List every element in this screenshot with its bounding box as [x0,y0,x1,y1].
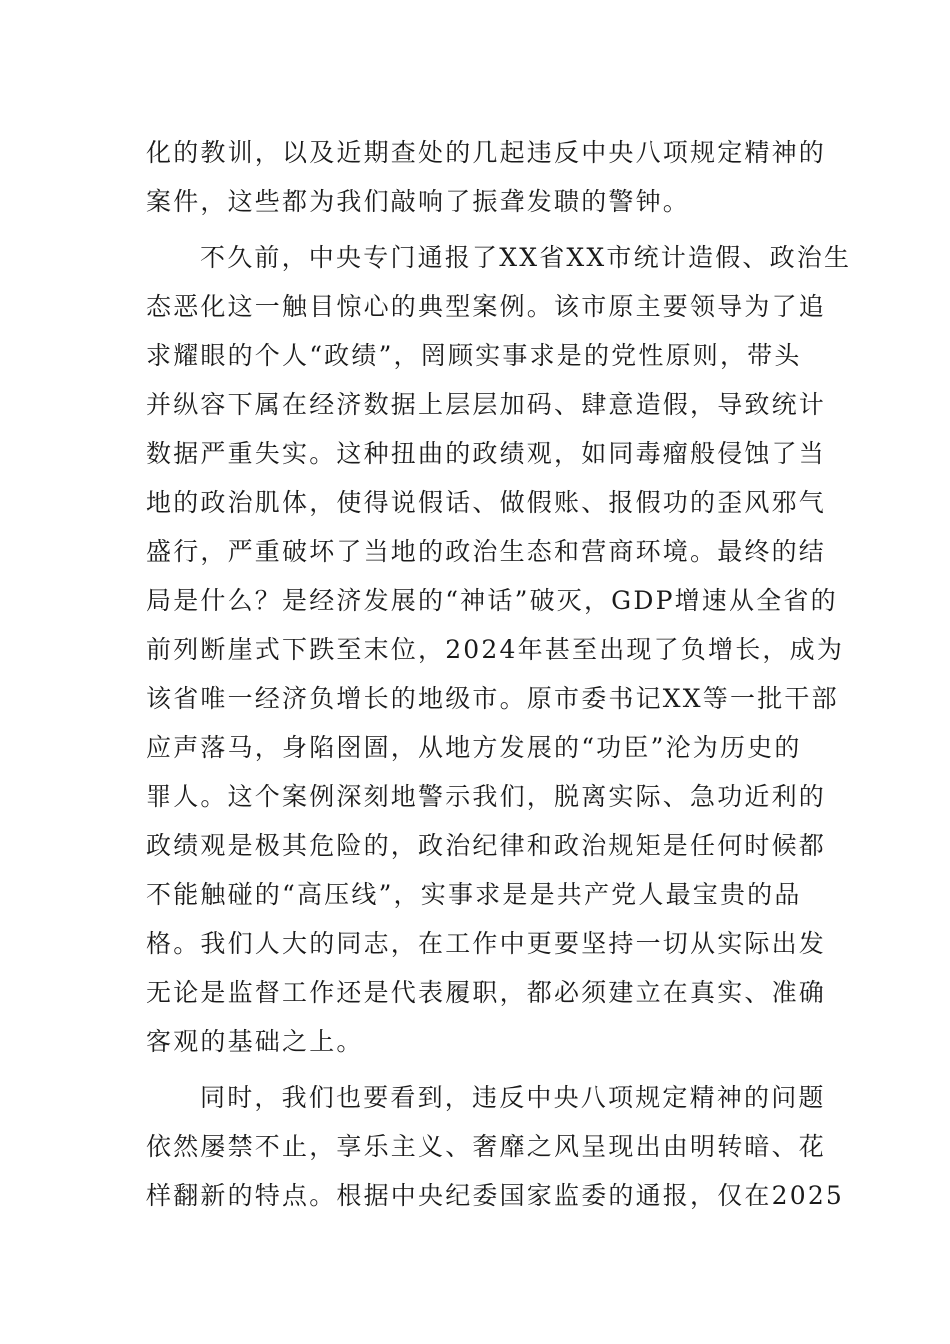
text-line: 罪人。这个案例深刻地警示我们，脱离实际、急功近利的 [146,782,827,811]
text-line: 局是什么？是经济发展的“神话”破灭，GDP增速从全省的 [146,586,838,615]
paragraph-1 [146,128,827,226]
text-line: 盛行，严重破坏了当地的政治生态和营商环境。最终的结 [146,537,827,566]
text-line: 应声落马，身陷囹圄，从地方发展的“功臣”沦为历史的 [146,733,802,762]
text-line: 无论是监督工作还是代表履职，都必须建立在真实、准确 [146,978,827,1007]
paragraph-3 [146,1073,845,1220]
text-line: 并纵容下属在经济数据上层层加码、肆意造假，导致统计 [146,390,827,419]
text-line: 前列断崖式下跌至末位，2024年甚至出现了负增长，成为 [146,635,845,664]
text-line: 不久前，中央专门通报了XX省XX市统计造假、政治生 [200,243,852,272]
text-line: 同时，我们也要看到，违反中央八项规定精神的问题 [200,1083,826,1112]
text-line: 地的政治肌体，使得说假话、做假账、报假功的歪风邪气 [146,488,827,517]
text-line: 态恶化这一触目惊心的典型案例。该市原主要领导为了追 [146,292,827,321]
text-line: 求耀眼的个人“政绩”，罔顾实事求是的党性原则，带头 [146,341,802,370]
text-line: 政绩观是极其危险的，政治纪律和政治规矩是任何时候都 [146,831,827,860]
paragraph-2 [146,233,852,1066]
text-line: 该省唯一经济负增长的地级市。原市委书记XX等一批干部 [146,684,839,713]
text-line: 依然屡禁不止，享乐主义、奢靡之风呈现出由明转暗、花 [146,1132,827,1161]
text-line: 案件，这些都为我们敲响了振聋发聩的警钟。 [146,187,691,216]
text-line: 化的教训，以及近期查处的几起违反中央八项规定精神的 [146,138,827,167]
text-line: 数据严重失实。这种扭曲的政绩观，如同毒瘤般侵蚀了当 [146,439,827,468]
text-line: 格。我们人大的同志，在工作中更要坚持一切从实际出发 [146,929,827,958]
document-body [146,128,852,1220]
text-line: 不能触碰的“高压线”，实事求是是共产党人最宝贵的品 [146,880,802,909]
text-line: 客观的基础之上。 [146,1027,364,1056]
text-line: 样翻新的特点。根据中央纪委国家监委的通报，仅在2025 [146,1181,845,1210]
